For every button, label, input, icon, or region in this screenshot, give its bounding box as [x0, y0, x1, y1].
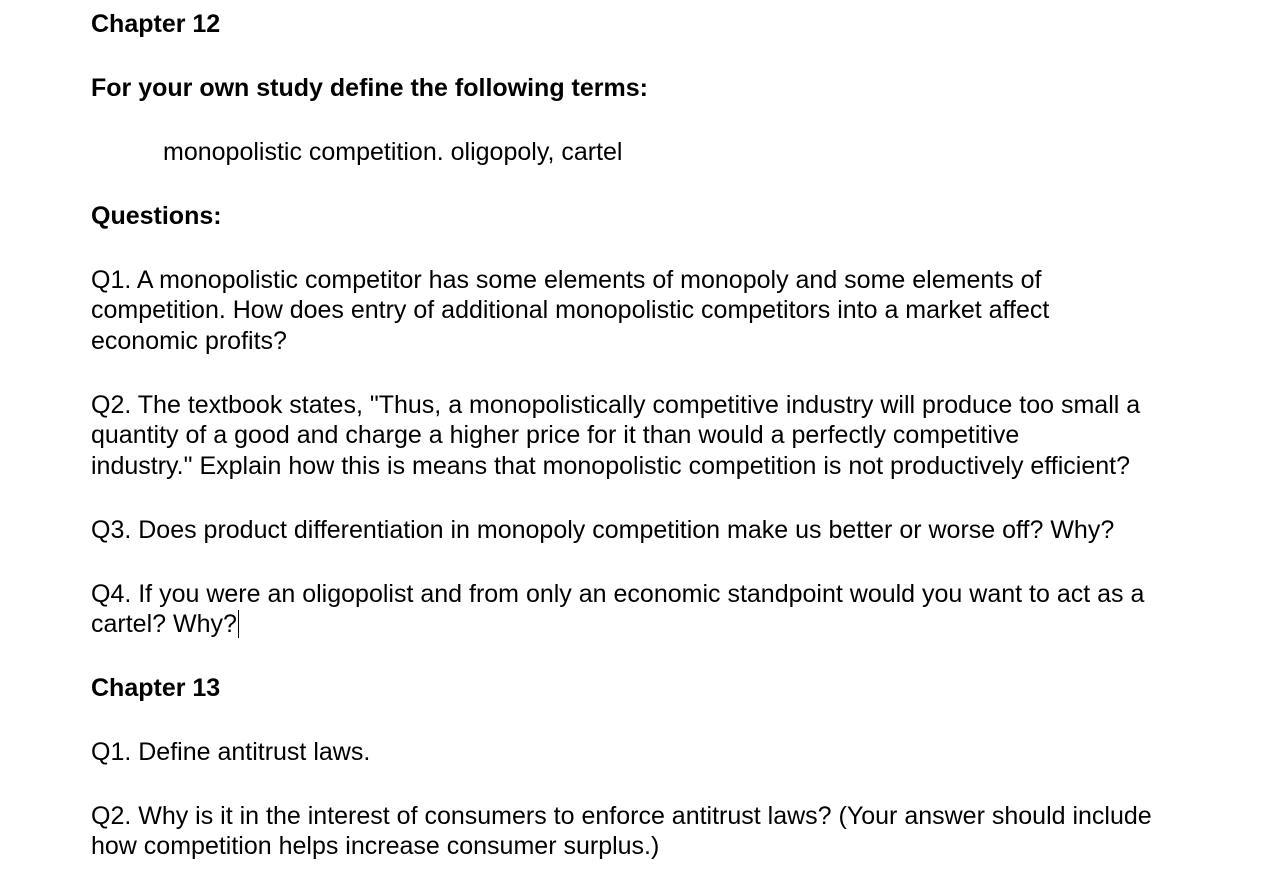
chapter-12-heading: Chapter 12: [91, 10, 221, 38]
questions-heading: Questions:: [91, 202, 222, 230]
question-line: competition. How does entry of additional monopolistic competitors into a market affect: [91, 296, 1050, 324]
question-line: Q4. If you were an oligopolist and from only an economic standpoint would you want to act as a: [91, 580, 1145, 608]
question-line[interactable]: [91, 609, 239, 639]
question-line: economic profits?: [91, 327, 287, 355]
question-line: quantity of a good and charge a higher price for it than would a perfectly competitive: [91, 421, 1020, 449]
question-line-text: cartel? Why?: [91, 610, 237, 638]
question-line: how competition helps increase consumer surplus.): [91, 832, 660, 860]
question-line: industry." Explain how this is means that monopolistic competition is not productively efficient?: [91, 452, 1131, 480]
chapter-13-heading: Chapter 13: [91, 674, 221, 702]
question-line: Q3. Does product differentiation in monopoly competition make us better or worse off? Why?: [91, 516, 1115, 544]
question-line: Q2. The textbook states, "Thus, a monopolistically competitive industry will produce too small a: [91, 391, 1141, 419]
question-line: Q1. A monopolistic competitor has some elements of monopoly and some elements of: [91, 266, 1042, 294]
question-line: Q1. Define antitrust laws.: [91, 738, 371, 766]
text-cursor: [238, 610, 239, 638]
study-prompt: For your own study define the following terms:: [91, 74, 648, 102]
question-line: Q2. Why is it in the interest of consumers to enforce antitrust laws? (Your answer should include: [91, 802, 1152, 830]
terms-list: monopolistic competition. oligopoly, cartel: [163, 138, 623, 166]
